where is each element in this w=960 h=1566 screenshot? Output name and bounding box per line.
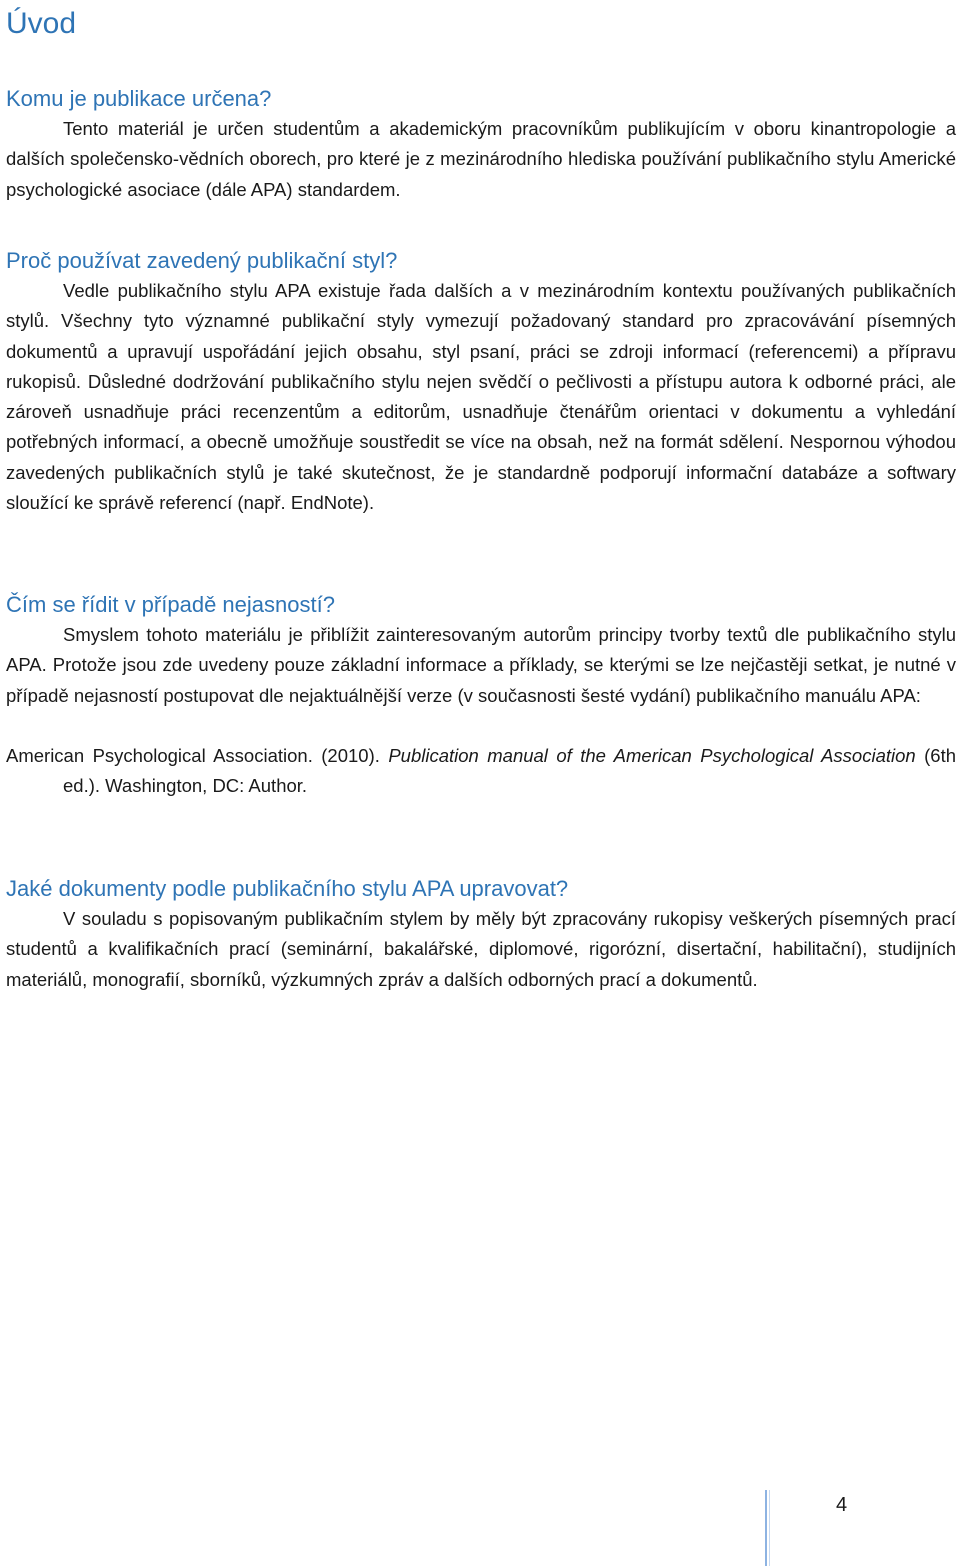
section-paragraph-audience: Tento materiál je určen studentům a akademickým pracovníkům publikujícím v oboru kinantropologie a dalších společensko-vědních oborech, pro které je z mezinárodního hlediska používání publikačního stylu Americké psychologické asociace (dále APA) standardem.: [6, 118, 956, 200]
section-why-style: [6, 246, 956, 518]
section-paragraph-why-style: Vedle publikačního stylu APA existuje řada dalších a v mezinárodním kontextu používaných publikačních stylů. Všechny tyto významné publikační styly vymezují požadovaný standard pro zpracovávání písemných dokumentů a upravují uspořádání jejich obsahu, styl psaní, práci se zdroji informací (referencemi) a přípravu rukopisů. Důsledné dodržování publikačního stylu nejen svědčí o pečlivosti a přístupu autora k odborné práci, ale zároveň usnadňuje práci recenzentům a editorům, usnadňuje čtenářům orientaci v dokumentu a vyhledání potřebných informací, a obecně umožňuje soustředit se více na obsah, než na formát sdělení. Nespornou výhodou zavedených publikačních stylů je také skutečnost, že je standardně podporují informační databáze a softwary sloužící ke správě referencí (např. EndNote).: [6, 280, 956, 514]
page-title: Úvod: [6, 7, 77, 40]
apa-manual-reference: [6, 741, 956, 802]
page-number: 4: [836, 1494, 848, 1516]
reference-authors: American Psychological Association. (2010).: [6, 744, 389, 766]
footer-rule-light: [769, 1490, 770, 1566]
reference-publication-info: (6th ed.). Washington, DC: Author.: [63, 744, 956, 797]
section-heading-documents: Jaké dokumenty podle publikačního stylu APA upravovat?: [6, 876, 569, 901]
section-heading-audience: Komu je publikace určena?: [6, 86, 272, 111]
reference-title: Publication manual of the American Psychological Association: [388, 744, 916, 766]
section-paragraph-guidance: Smyslem tohoto materiálu je přiblížit zainteresovaným autorům principy tvorby textů dle publikačního stylu APA. Protože jsou zde uvedeny pouze základní informace a příklady, se kterými se lze nejčastěji setkat, je nutné v případě nejasností postupovat dle nejaktuálnější verze (v současnosti šesté vydání) publikačního manuálu APA:: [6, 624, 956, 706]
section-heading-why-style: Proč používat zavedený publikační styl?: [6, 248, 398, 273]
section-documents: [6, 874, 956, 995]
section-audience: [6, 84, 956, 205]
section-heading-guidance: Čím se řídit v případě nejasností?: [6, 592, 335, 617]
section-paragraph-documents: V souladu s popisovaným publikačním stylem by měly být zpracovány rukopisy veškerých písemných prací studentů a kvalifikačních prací (seminární, bakalářské, diplomové, rigorózní, disertační, habilitační), studijních materiálů, monografií, sborníků, výzkumných zpráv a dalších odborných prací a dokumentů.: [6, 908, 956, 990]
section-guidance: [6, 590, 956, 801]
footer-rule: [765, 1490, 767, 1566]
